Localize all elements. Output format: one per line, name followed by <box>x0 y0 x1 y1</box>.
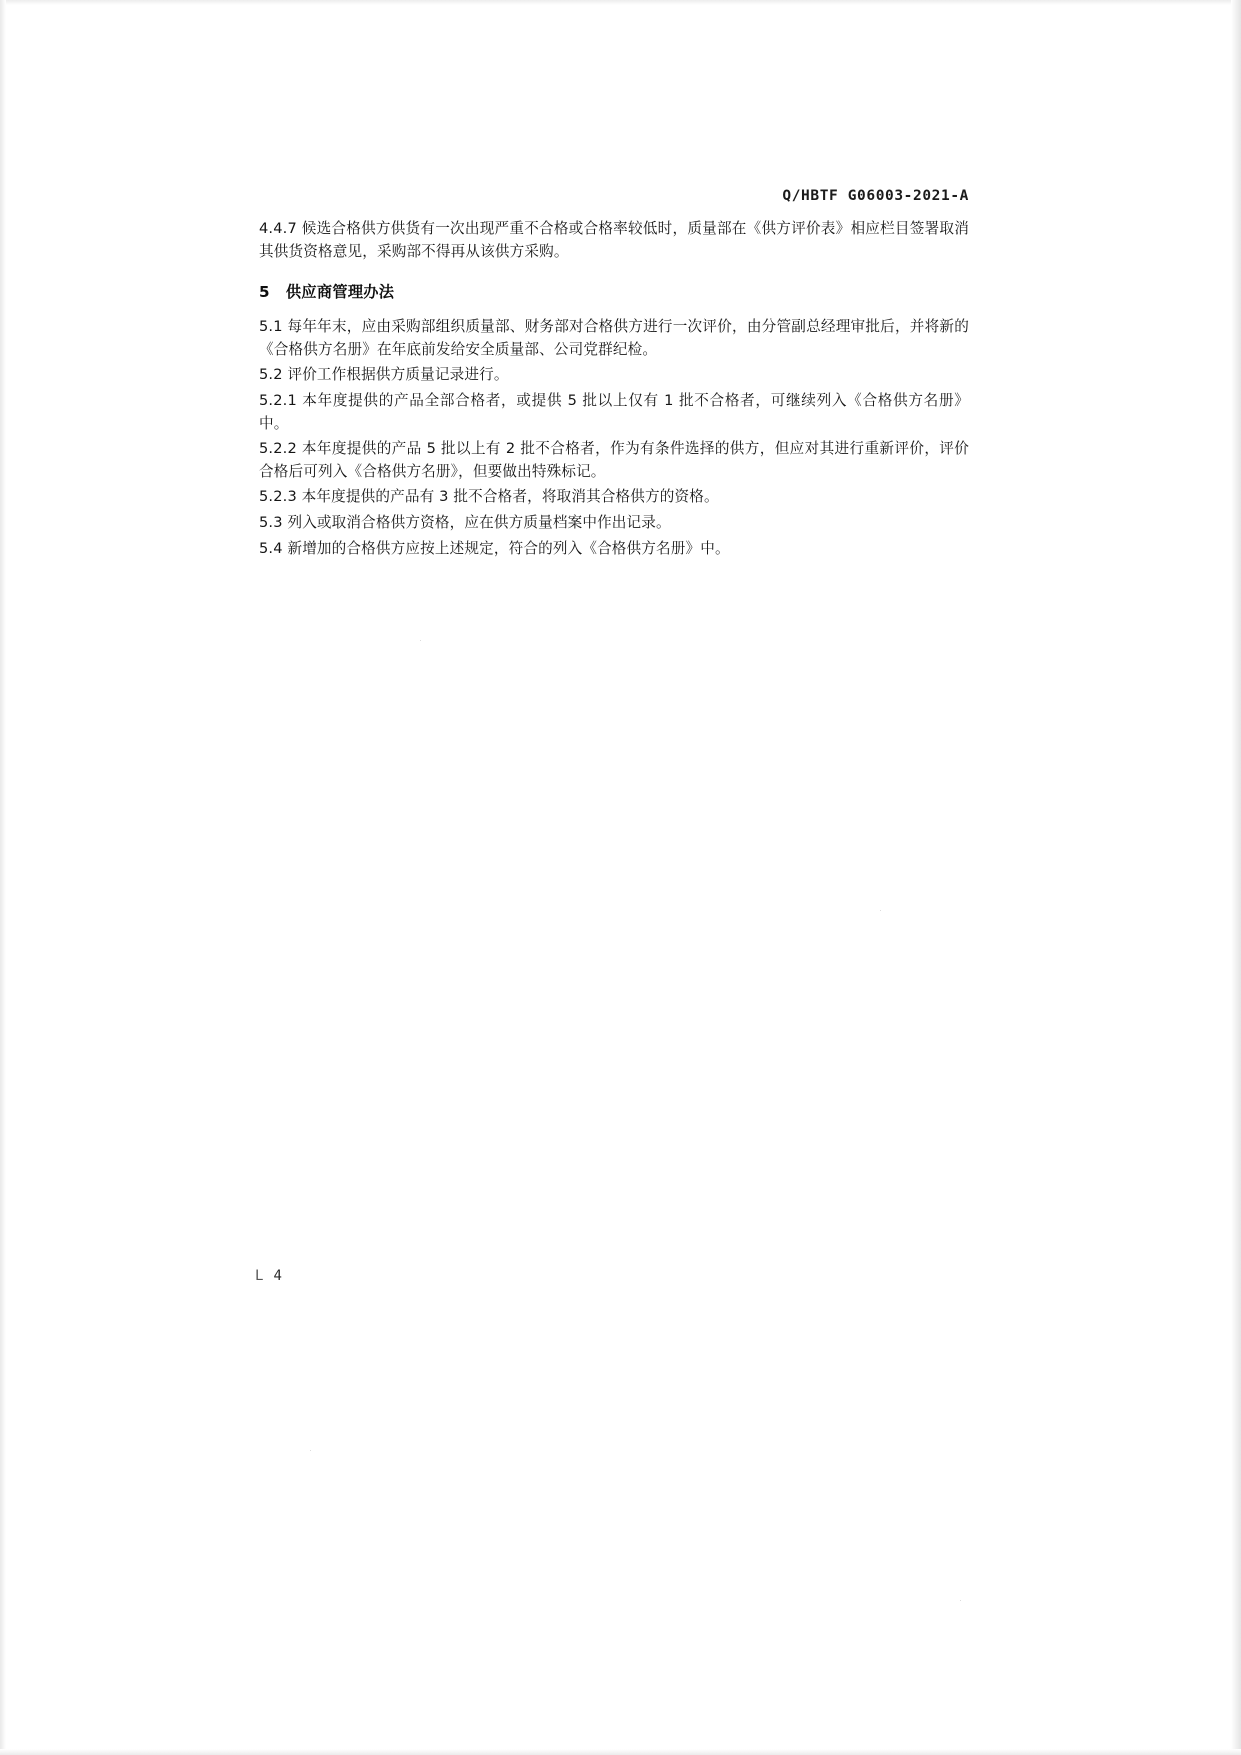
footer-mark: L <box>255 1268 265 1284</box>
clause-5-3: 5.3 列入或取消合格供方资格，应在供方质量档案中作出记录。 <box>259 514 671 532</box>
scan-speck <box>420 640 421 641</box>
section-title: 供应商管理办法 <box>285 283 395 302</box>
scan-edge-right <box>1231 0 1241 1755</box>
clause-5-4: 5.4 新增加的合格供方应按上述规定，符合的列入《合格供方名册》中。 <box>259 539 730 557</box>
clause-5-2-2: 5.2.2 本年度提供的产品 5 批以上有 2 批不合格者，作为有条件选择的供方，但应对其进行重新评价，评价合格后可列入《合格供方名册》，但要做出特殊标记。 <box>259 440 969 480</box>
clause-5-2-3: 5.2.3 本年度提供的产品有 3 批不合格者，将取消其合格供方的资格。 <box>259 488 719 506</box>
page-content <box>259 188 969 563</box>
clause-4-4-7: 4.4.7 候选合格供方供货有一次出现严重不合格或合格率较低时，质量部在《供方评价表》相应栏目签署取消其供货资格意见，采购部不得再从该供方采购。 <box>259 220 969 260</box>
scan-speck <box>310 1450 311 1451</box>
section-number: 5 <box>259 283 270 302</box>
document-standard-code: Q/HBTF G06003-2021-A <box>782 188 969 204</box>
clause-5-1: 5.1 每年年末，应由采购部组织质量部、财务部对合格供方进行一次评价，由分管副总经理审批后，并将新的《合格供方名册》在年底前发给安全质量部、公司党群纪检。 <box>259 318 969 358</box>
scan-edge-left <box>0 0 6 1755</box>
scan-speck <box>880 910 881 911</box>
page-number: 4 <box>273 1268 283 1284</box>
section-heading-5 <box>259 281 969 302</box>
clause-5-2: 5.2 评价工作根据供方质量记录进行。 <box>259 366 509 384</box>
page-footer <box>255 1268 283 1284</box>
scan-edge-bottom <box>0 1749 1241 1755</box>
scan-edge-top <box>0 0 1241 5</box>
scan-speck <box>960 1600 961 1601</box>
clause-5-2-1: 5.2.1 本年度提供的产品全部合格者，或提供 5 批以上仅有 1 批不合格者，可继续列入《合格供方名册》中。 <box>259 392 969 432</box>
